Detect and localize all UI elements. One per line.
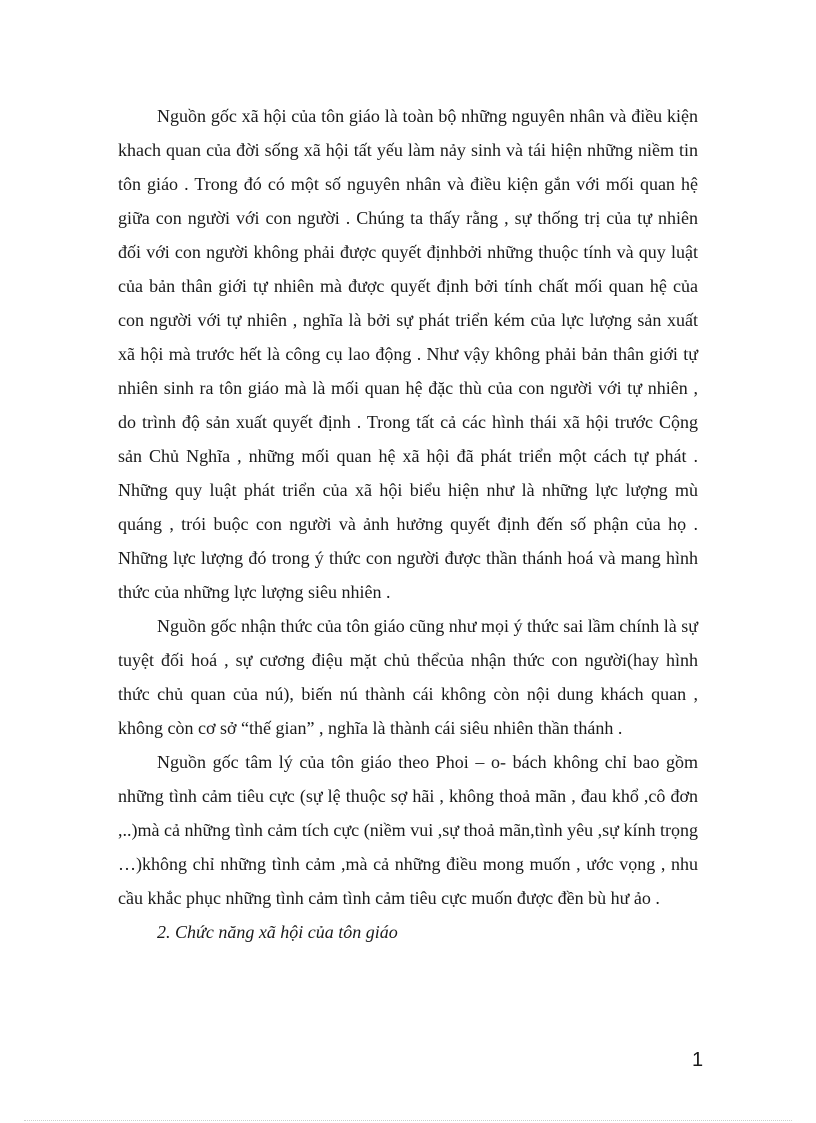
paragraph-social-origin: Nguồn gốc xã hội của tôn giáo là toàn bộ những nguyên nhân và điều kiện khach quan của đời sống xã hội tất yếu làm nảy sinh và tái hiện những niềm tin tôn giáo . Trong đó có một số nguyên nhân và điều kiện gắn với mối quan hệ giữa con người với con người . Chúng ta thấy rằng , sự thống trị của tự nhiên đối với con người không phải được quyết địnhbởi những thuộc tính và quy luật của bản thân giới tự nhiên mà được quyết định bởi tính chất mối quan hệ của con người với tự nhiên , nghĩa là bởi sự phát triển kém của lực lượng sản xuất xã hội mà trước hết là công cụ lao động . Như vậy không phải bản thân giới tự nhiên sinh ra tôn giáo mà là mối quan hệ đặc thù của con người với tự nhiên , do trình độ sản xuất quyết định . Trong tất cả các hình thái xã hội trước Cộng sản Chủ Nghĩa , những mối quan hệ xã hội đã phát triển một cách tự phát . Những quy luật phát triển của xã hội biểu hiện như là những lực lượng mù quáng , trói buộc con người và ảnh hưởng quyết định đến số phận của họ . Những lực lượng đó trong ý thức con người được thần thánh hoá và mang hình thức của những lực lượng siêu nhiên . [118, 106, 698, 602]
section-heading: 2. Chức năng xã hội của tôn giáo [157, 922, 398, 942]
page-bottom-divider [24, 1120, 792, 1121]
document-body [118, 99, 698, 949]
paragraph-cognitive-origin: Nguồn gốc nhận thức của tôn giáo cũng như mọi ý thức sai lầm chính là sự tuyệt đối hoá , sự cương điệu mặt chủ thểcủa nhận thức con người(hay hình thức chủ quan của nú), biến nú thành cái không còn nội dung khách quan , không còn cơ sở “thế gian” , nghĩa là thành cái siêu nhiên thần thánh . [118, 616, 698, 738]
page-number: 1 [692, 1049, 704, 1071]
paragraph-psychological-origin: Nguồn gốc tâm lý của tôn giáo theo Phoi – o- bách không chỉ bao gồm những tình cảm tiêu cực (sự lệ thuộc sợ hãi , không thoả mãn , đau khổ ,cô đơn ,..)mà cả những tình cảm tích cực (niềm vui ,sự thoả mãn,tình yêu ,sự kính trọng …)không chỉ những tình cảm ,mà cả những điều mong muốn , ước vọng , nhu cầu khắc phục những tình cảm tình cảm tiêu cực muốn được đền bù hư ảo . [118, 752, 698, 908]
